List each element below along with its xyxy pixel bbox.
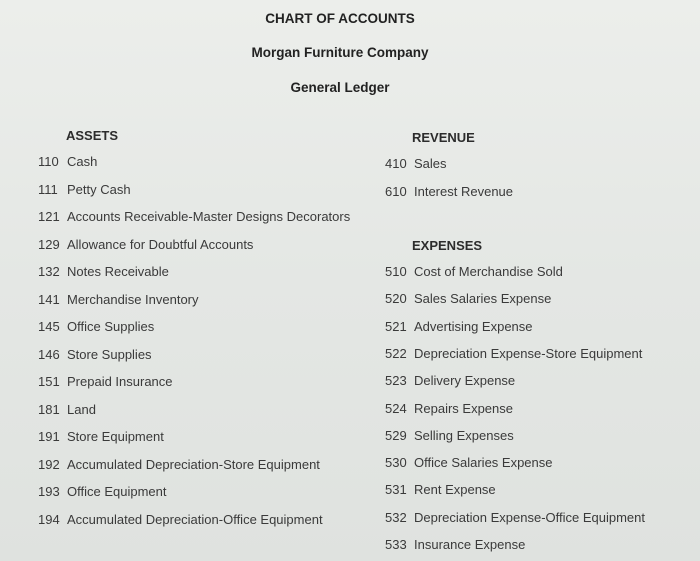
account-name: Petty Cash [67,181,131,197]
account-number: 533 [385,537,407,552]
account-number: 521 [385,318,407,334]
account-name: Allowance for Doubtful Accounts [67,236,254,252]
ledger-title: General Ledger [290,80,390,95]
account-number: 145 [38,319,60,334]
account-number: 194 [38,511,60,527]
account-number: 410 [385,156,407,171]
account-number: 523 [385,373,407,389]
account-name: Cash [67,154,98,169]
account-number: 129 [38,236,60,252]
account-name: Repairs Expense [414,400,513,416]
account-name: Office Salaries Expense [414,455,553,471]
account-name: Office Supplies [67,319,155,334]
account-name: Prepaid Insurance [67,374,173,389]
account-name: Store Supplies [67,346,152,362]
account-number: 121 [38,209,60,224]
account-number: 132 [38,264,60,279]
account-name: Accumulated Depreciation-Store Equipment [67,456,320,472]
account-name: Store Equipment [67,429,164,444]
company-name: Morgan Furniture Company [251,45,429,60]
account-name: Insurance Expense [414,537,526,552]
account-name: Accounts Receivable-Master Designs Decorators [67,209,351,224]
account-number: 191 [38,429,60,444]
account-name: Depreciation Expense-Office Equipment [414,509,645,525]
assets-heading: ASSETS [66,128,119,143]
account-number: 111 [38,181,58,197]
account-name: Notes Receivable [67,264,169,279]
account-name: Sales [414,156,447,171]
account-number: 192 [38,456,60,472]
account-number: 146 [38,346,60,362]
account-number: 141 [38,291,60,307]
document-title: CHART OF ACCOUNTS [265,11,415,26]
account-number: 151 [38,374,60,389]
account-name: Interest Revenue [414,184,514,199]
account-number: 531 [385,482,407,498]
account-number: 524 [385,400,407,416]
account-number: 181 [38,401,60,417]
account-name: Depreciation Expense-Store Equipment [414,345,643,361]
account-name: Land [67,401,96,417]
account-name: Accumulated Depreciation-Office Equipment [67,511,323,527]
account-number: 532 [385,509,407,525]
expenses-heading: EXPENSES [412,238,483,253]
revenue-heading: REVENUE [412,130,475,145]
account-name: Office Equipment [67,484,167,499]
account-number: 510 [385,264,407,279]
account-name: Delivery Expense [414,373,516,389]
account-number: 110 [38,154,59,169]
account-number: 520 [385,291,407,307]
account-number: 522 [385,345,407,361]
account-name: Cost of Merchandise Sold [414,264,563,279]
account-number: 610 [385,184,407,199]
account-name: Rent Expense [414,482,496,498]
account-number: 193 [38,484,60,499]
account-name: Merchandise Inventory [67,291,199,307]
account-name: Selling Expenses [414,427,514,443]
account-number: 530 [385,455,407,471]
account-number: 529 [385,427,407,443]
account-name: Sales Salaries Expense [414,291,552,307]
account-name: Advertising Expense [414,318,533,334]
